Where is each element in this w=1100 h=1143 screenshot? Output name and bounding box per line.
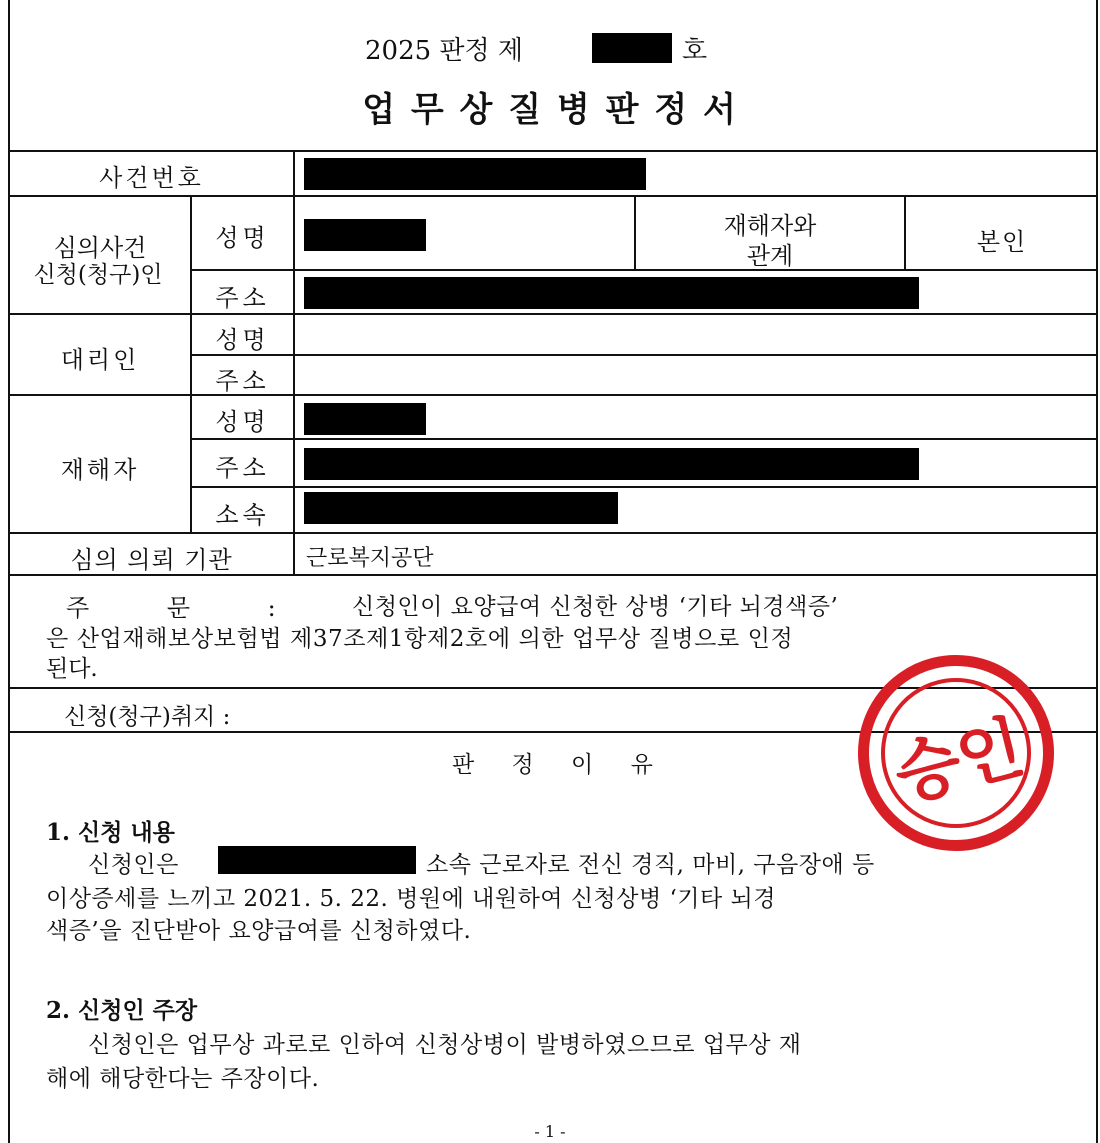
relation-label-line1: 재해자와 bbox=[723, 212, 817, 240]
page-number: - 1 - bbox=[534, 1122, 566, 1141]
approval-stamp bbox=[837, 634, 1075, 872]
section1-line1-end: 소속 근로자로 전신 경직, 마비, 구음장애 등 bbox=[426, 852, 875, 878]
table-vline bbox=[293, 150, 295, 574]
relation-label-line2: 관계 bbox=[746, 242, 794, 270]
document-title: 업 무 상 질 병 판 정 서 bbox=[362, 90, 738, 130]
document-number-suffix: 호 bbox=[682, 36, 708, 66]
table-line bbox=[8, 195, 1098, 197]
victim-address-label: 주소 bbox=[215, 454, 270, 482]
victim-name-label: 성명 bbox=[215, 408, 270, 436]
document-number-prefix: 2025 판정 제 bbox=[365, 36, 524, 66]
section1-line2: 이상증세를 느끼고 2021. 5. 22. 병원에 내원하여 신청상병 ‘기타 뇌경 bbox=[46, 886, 776, 912]
applicant-label-line1: 심의사건 bbox=[53, 234, 147, 262]
table-line bbox=[192, 486, 1098, 488]
document-number bbox=[365, 30, 523, 67]
section2-heading: 2. 신청인 주장 bbox=[46, 997, 198, 1024]
section1-line1-start: 신청인은 bbox=[88, 852, 179, 878]
section1-line3: 색증’을 진단받아 요양급여를 신청하였다. bbox=[46, 918, 472, 944]
table-line bbox=[192, 438, 1098, 440]
table-line bbox=[8, 532, 1098, 534]
table-line bbox=[192, 354, 1098, 356]
redacted-applicant-address bbox=[304, 277, 919, 309]
section1-heading: 1. 신청 내용 bbox=[46, 819, 175, 846]
table-line bbox=[8, 313, 1098, 315]
victim-label: 재해자 bbox=[60, 456, 140, 484]
redacted-document-number bbox=[592, 33, 672, 63]
redacted-case-number bbox=[304, 158, 646, 190]
redacted-applicant-name bbox=[304, 219, 426, 251]
reasons-title: 판 정 이 유 bbox=[452, 752, 653, 778]
page-border-right bbox=[1096, 0, 1098, 1143]
applicant-name-label: 성명 bbox=[215, 224, 270, 252]
order-line1: 신청인이 요양급여 신청한 상병 ‘기타 뇌경색증’ bbox=[352, 594, 839, 620]
victim-affiliation-label: 소속 bbox=[215, 501, 270, 529]
agent-name-label: 성명 bbox=[215, 326, 270, 354]
case-number-label: 사건번호 bbox=[99, 164, 204, 192]
order-label: 주 문 : bbox=[66, 594, 276, 622]
table-line bbox=[8, 150, 1098, 152]
order-line2: 은 산업재해보상보험법 제37조제1항제2호에 의한 업무상 질병으로 인정 bbox=[46, 626, 794, 652]
agent-address-label: 주소 bbox=[215, 367, 270, 395]
purpose-label: 신청(청구)취지 : bbox=[64, 704, 231, 730]
approval-stamp-text: 승인 bbox=[886, 708, 1030, 816]
section2-line1: 신청인은 업무상 과로로 인하여 신청상병이 발병하였으므로 업무상 재 bbox=[88, 1032, 802, 1058]
order-line3: 된다. bbox=[46, 656, 98, 682]
table-line bbox=[8, 394, 1098, 396]
redacted-victim-name bbox=[304, 403, 426, 435]
applicant-label-line2: 신청(청구)인 bbox=[33, 262, 163, 288]
requesting-agency-label: 심의 의뢰 기관 bbox=[70, 546, 233, 574]
redacted-victim-affiliation bbox=[304, 492, 618, 524]
agent-label: 대리인 bbox=[60, 346, 140, 374]
requesting-agency-value: 근로복지공단 bbox=[306, 546, 434, 571]
applicant-address-label: 주소 bbox=[215, 284, 270, 312]
redacted-employer bbox=[218, 846, 416, 874]
redacted-victim-address bbox=[304, 448, 919, 480]
section2-line2: 해에 해당한다는 주장이다. bbox=[46, 1066, 320, 1092]
relation-value: 본인 bbox=[976, 228, 1028, 256]
